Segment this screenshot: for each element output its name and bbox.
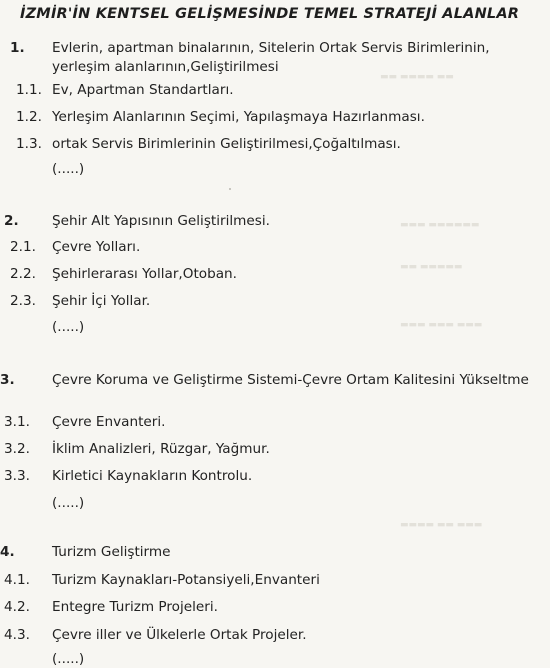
section-3-heading: Çevre Koruma ve Geliştirme Sistemi-Çevre Ortam Kalitesini Yükseltme [52,372,529,388]
item-1-2-number: 1.2. [16,109,42,125]
item-3-3-number: 3.3. [4,468,30,484]
item-4-1-text: Turizm Kaynakları-Potansiyeli,Envanteri [52,572,320,588]
item-4-2-text: Entegre Turizm Projeleri. [52,599,218,615]
item-2-1-number: 2.1. [10,239,36,255]
item-3-2-number: 3.2. [4,441,30,457]
bleed-through-mark: ▬▬ ▬▬▬▬▬ [400,262,463,272]
item-4-1-number: 4.1. [4,572,30,588]
item-1-3-text: ortak Servis Birimlerinin Geliştirilmesi,Çoğaltılması. [52,136,401,152]
item-2-1-text: Çevre Yolları. [52,239,141,255]
item-2-3-text: Şehir İçi Yollar. [52,293,151,309]
item-1-2-text: Yerleşim Alanlarının Seçimi, Yapılaşmaya Hazırlanması. [52,109,425,125]
section-3-number: 3. [0,372,15,388]
item-2-2-text: Şehirlerarası Yollar,Otoban. [52,266,237,282]
item-2-2-number: 2.2. [10,266,36,282]
item-1-1-text: Ev, Apartman Standartları. [52,82,234,98]
section-1-heading: Evlerin, apartman binalarının, Sitelerin Ortak Servis Birimlerinin, yerleşim alanlarının,Geliştirilmesi [52,40,490,75]
item-2-3-number: 2.3. [10,293,36,309]
section-4-heading: Turizm Geliştirme [52,544,171,560]
section-2-number: 2. [4,213,19,229]
document-title: İZMİR'İN KENTSEL GELİŞMESİNDE TEMEL STRATEJİ ALANLAR [20,6,520,22]
speck [229,188,231,190]
item-4-3-text: Çevre iller ve Ülkelerle Ortak Projeler. [52,627,307,643]
section-4-number: 4. [0,544,15,560]
bleed-through-mark: ▬▬▬ ▬▬▬ ▬▬▬ [400,320,483,330]
section-2-heading: Şehir Alt Yapısının Geliştirilmesi. [52,213,270,229]
item-1-1-number: 1.1. [16,82,42,98]
item-3-1-text: Çevre Envanteri. [52,414,166,430]
section-2-ellipsis: (.....) [52,319,85,335]
section-1-number: 1. [10,40,25,56]
item-1-3-number: 1.3. [16,136,42,152]
bleed-through-mark: ▬▬ ▬▬▬▬ ▬▬ [380,72,454,82]
section-4-ellipsis: (.....) [52,651,85,667]
item-3-1-number: 3.1. [4,414,30,430]
item-3-2-text: İklim Analizleri, Rüzgar, Yağmur. [52,441,270,457]
section-1-ellipsis: (.....) [52,161,85,177]
item-3-3-text: Kirletici Kaynakların Kontrolu. [52,468,253,484]
item-4-3-number: 4.3. [4,627,30,643]
bleed-through-mark: ▬▬▬ ▬▬▬▬▬▬ [400,220,480,230]
bleed-through-mark: ▬▬▬▬ ▬▬ ▬▬▬ [400,520,483,530]
section-3-ellipsis: (.....) [52,495,85,511]
item-4-2-number: 4.2. [4,599,30,615]
